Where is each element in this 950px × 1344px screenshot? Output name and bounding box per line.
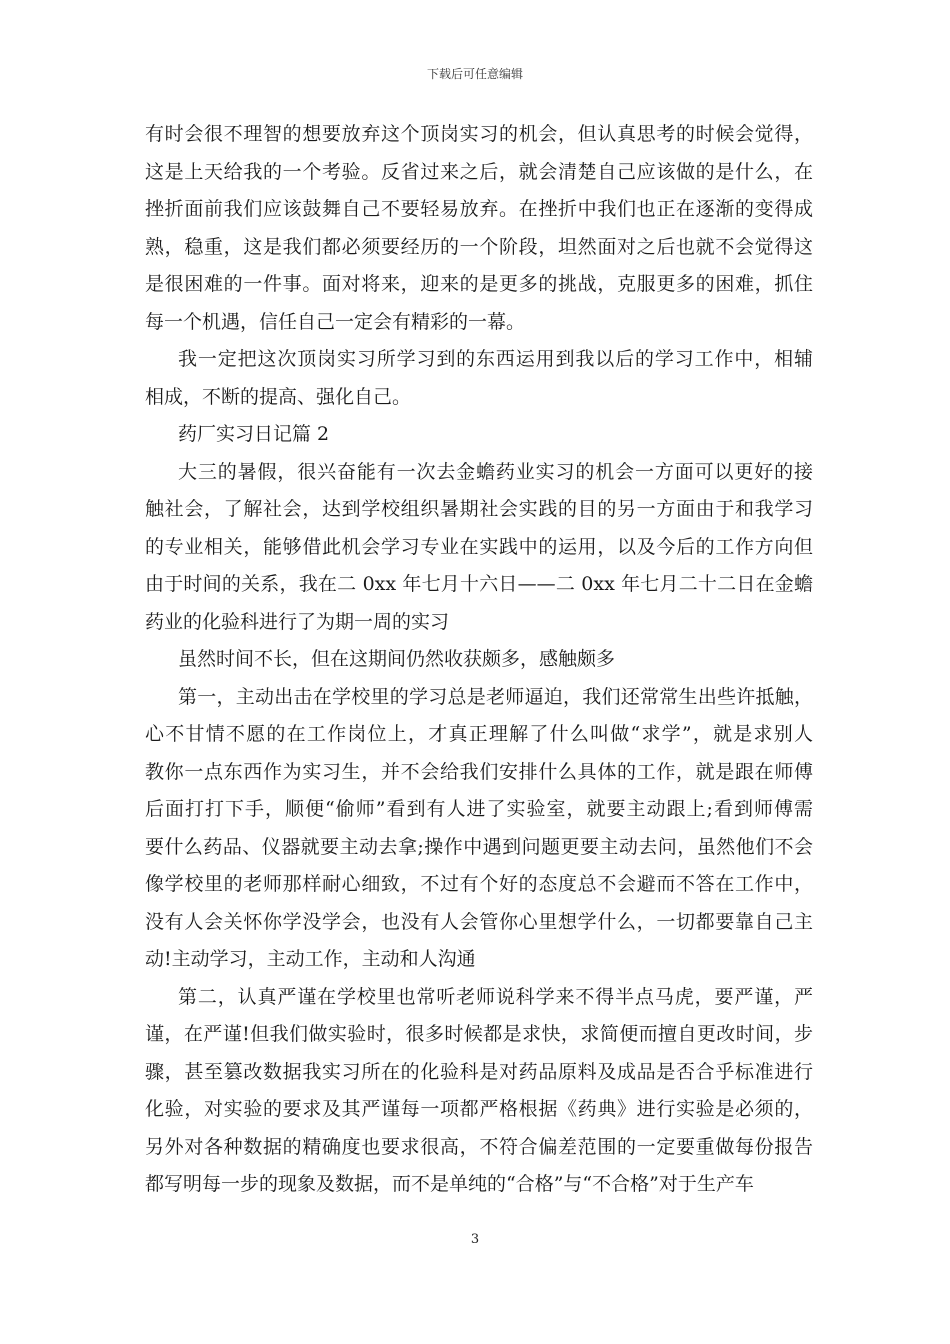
text-line: 谨，在严谨!但我们做实验时，很多时候都是求快，求简便而擅自更改时间，步 [145, 1023, 813, 1045]
text-line: 我一定把这次顶岗实习所学习到的东西运用到我以后的学习工作中，相辅 [178, 348, 813, 370]
text-line: 相成，不断的提高、强化自己。 [145, 385, 412, 408]
text-line: 第二，认真严谨在学校里也常听老师说科学来不得半点马虎，要严谨，严 [178, 985, 813, 1008]
text-line: 药业的化验科进行了为期一周的实习 [145, 610, 450, 633]
text-line: 化验，对实验的要求及其严谨每一项都严格根据《药典》进行实验是必须的， [145, 1098, 813, 1120]
text-line: 是很困难的一件事。面对将来，迎来的是更多的挑战，克服更多的困难，抓住 [145, 273, 813, 295]
text-line: 的专业相关，能够借此机会学习专业在实践中的运用，以及今后的工作方向但 [145, 535, 813, 558]
text-line: 后面打打下手，顺便“偷师”看到有人进了实验室，就要主动跟上;看到师傅需 [145, 798, 813, 820]
text-line: 动!主动学习，主动工作，主动和人沟通 [145, 948, 476, 970]
document-body [145, 116, 813, 1204]
text-line: 骤，甚至篡改数据我实习所在的化验科是对药品原料及成品是否合乎标准进行 [145, 1060, 813, 1083]
text-line: 挫折面前我们应该鼓舞自己不要轻易放弃。在挫折中我们也正在逐渐的变得成 [145, 198, 813, 220]
text-line: 教你一点东西作为实习生，并不会给我们安排什么具体的工作，就是跟在师傅 [145, 760, 813, 783]
text-line: 都写明每一步的现象及数据，而不是单纯的“合格”与“不合格”对于生产车 [145, 1173, 754, 1195]
text-line: 触社会，了解社会，达到学校组织暑期社会实践的目的另一方面由于和我学习 [145, 498, 813, 520]
page-header: 下载后可任意编辑 [426, 67, 523, 81]
page-number: 3 [470, 1232, 480, 1247]
text-line: 每一个机遇，信任自己一定会有精彩的一幕。 [145, 310, 526, 333]
text-line: 要什么药品、仪器就要主动去拿;操作中遇到问题更要主动去问，虽然他们不会 [145, 835, 813, 858]
text-line: 这是上天给我的一个考验。反省过来之后，就会清楚自己应该做的是什么，在 [145, 160, 813, 183]
text-line: 第一，主动出击在学校里的学习总是老师逼迫，我们还常常生出些许抵触， [178, 685, 813, 708]
text-line: 大三的暑假，很兴奋能有一次去金蟾药业实习的机会一方面可以更好的接 [178, 460, 813, 483]
text-line: 虽然时间不长，但在这期间仍然收获颇多，感触颇多 [178, 648, 616, 670]
text-line: 熟，稳重，这是我们都必须要经历的一个阶段，坦然面对之后也就不会觉得这 [145, 235, 813, 258]
text-line: 另外对各种数据的精确度也要求很高，不符合偏差范围的一定要重做每份报告 [145, 1135, 813, 1158]
text-line: 像学校里的老师那样耐心细致，不过有个好的态度总不会避而不答在工作中， [145, 873, 813, 895]
text-line: 心不甘情不愿的在工作岗位上，才真正理解了什么叫做“求学”，就是求别人 [145, 723, 813, 745]
text-line: 药厂实习日记篇 2 [178, 423, 330, 445]
text-line: 由于时间的关系，我在二 0xx 年七月十六日——二 0xx 年七月二十二日在金蟾 [145, 573, 813, 595]
text-line: 没有人会关怀你学没学会，也没有人会管你心里想学什么，一切都要靠自己主 [145, 910, 813, 933]
text-line: 有时会很不理智的想要放弃这个顶岗实习的机会，但认真思考的时候会觉得， [145, 123, 813, 145]
